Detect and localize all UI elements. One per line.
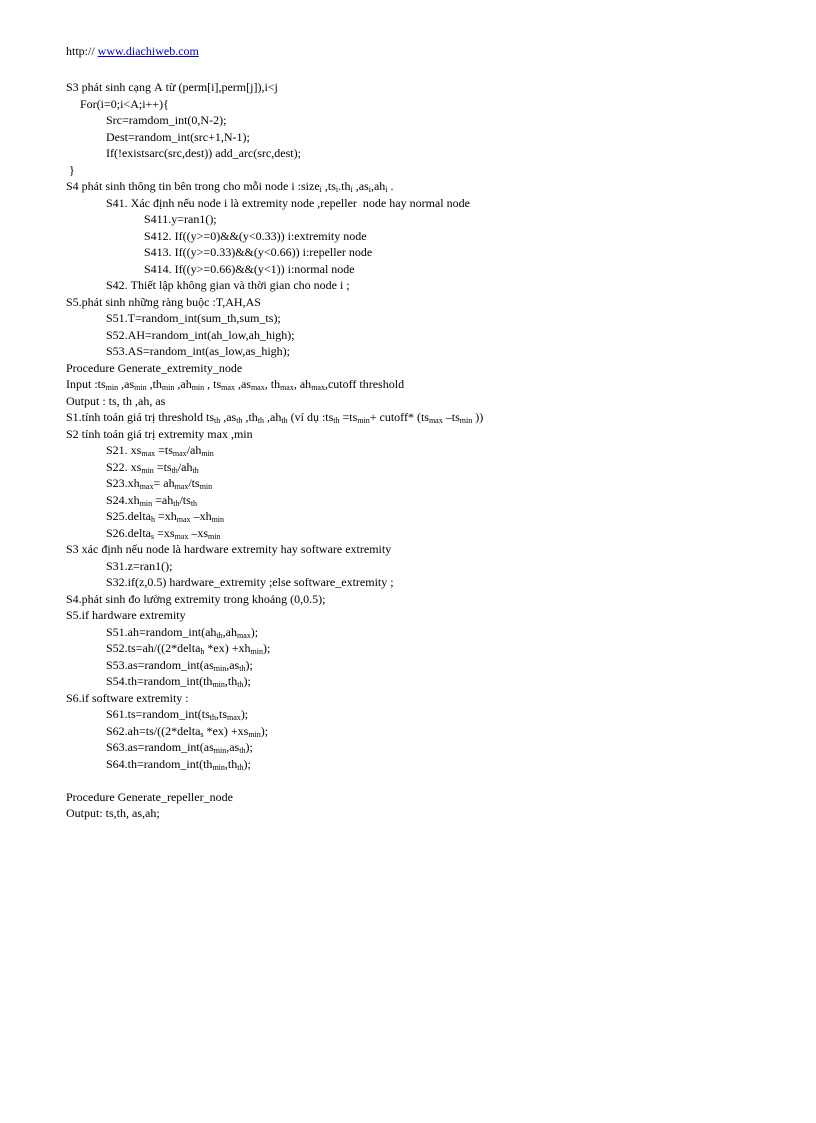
subscript: max xyxy=(176,515,191,524)
text-segment: S2 tính toán giá trị extremity max ,min xyxy=(66,426,253,441)
subscript: min xyxy=(134,383,147,392)
text-segment: ); xyxy=(250,624,259,639)
text-segment: For(i=0;i<A;i++){ xyxy=(80,96,169,111)
subscript: min xyxy=(212,680,225,689)
text-segment: S4.phát sinh đo lường extremity trong khoảng (0,0.5); xyxy=(66,591,326,606)
subscript: th xyxy=(239,746,246,755)
subscript: th xyxy=(237,680,244,689)
text-segment: S24.xh xyxy=(106,492,140,507)
subscript: th xyxy=(216,630,223,640)
text-line xyxy=(66,673,786,690)
text-segment: S51.T=random_int(sum_th,sum_ts); xyxy=(106,311,281,325)
subscript: th xyxy=(239,663,246,673)
text-segment: S22. xs xyxy=(106,459,142,474)
text-segment: S61.ts=random_int(ts xyxy=(106,707,210,721)
subscript: i xyxy=(368,185,371,194)
text-segment: =xh xyxy=(155,509,177,523)
text-line xyxy=(66,805,786,822)
subscript: th xyxy=(281,416,288,425)
text-segment: (ví dụ :ts xyxy=(287,410,334,424)
text-segment: ,as xyxy=(220,410,237,424)
text-segment: S53.as=random_int(as xyxy=(106,657,214,672)
text-segment: =ts xyxy=(153,459,172,474)
text-segment: /ts xyxy=(179,492,191,507)
subscript: min xyxy=(459,416,473,425)
subscript: max xyxy=(250,383,265,392)
subscript: th xyxy=(173,498,180,508)
text-line xyxy=(66,409,786,426)
text-line xyxy=(66,624,786,641)
text-segment: =ah xyxy=(152,492,174,507)
blank-line xyxy=(66,772,786,789)
text-segment: } xyxy=(66,162,75,177)
text-segment: *ex) +xh xyxy=(204,641,251,655)
text-segment: S411.y=ran1(); xyxy=(144,212,217,226)
text-line xyxy=(66,129,786,146)
text-segment: Input :ts xyxy=(66,377,106,391)
text-segment: S52.AH=random_int(ah_low,ah_high); xyxy=(106,327,295,342)
text-line xyxy=(66,228,786,245)
text-segment: Procedure Generate_repeller_node xyxy=(66,789,233,804)
text-segment: ,ah xyxy=(174,377,192,391)
text-line xyxy=(66,591,786,608)
text-segment: =ts xyxy=(155,443,173,457)
text-segment: S64.th=random_int(th xyxy=(106,756,213,771)
text-segment: S26.delta xyxy=(106,525,151,540)
website-link[interactable]: www.diachiweb.com xyxy=(97,44,199,58)
text-segment: ,ts xyxy=(216,707,228,721)
text-segment: , ts xyxy=(204,377,222,391)
text-line xyxy=(66,558,786,575)
text-segment: ); xyxy=(262,641,271,655)
text-segment: S21. xs xyxy=(106,443,142,457)
subscript: min xyxy=(211,515,225,524)
text-segment: )) xyxy=(472,410,484,424)
text-line xyxy=(66,475,786,492)
subscript: th xyxy=(257,416,265,425)
text-segment: Src=ramdom_int(0,N-2); xyxy=(106,113,227,127)
text-line xyxy=(66,343,786,360)
text-segment: ,ah xyxy=(264,410,282,424)
text-segment: S62.ah=ts/((2*delta xyxy=(106,723,201,738)
text-segment: S1.tính toán giá trị threshold ts xyxy=(66,410,214,424)
text-segment: Output: ts,th, as,ah; xyxy=(66,806,160,820)
subscript: i xyxy=(385,185,388,194)
text-line xyxy=(66,162,786,179)
text-segment: S32.if(z,0.5) hardware_extremity ;else software_extremity ; xyxy=(106,575,394,589)
subscript: max xyxy=(227,713,241,722)
text-line xyxy=(66,640,786,657)
text-segment: ); xyxy=(243,756,251,771)
subscript: i xyxy=(335,185,339,194)
subscript: min xyxy=(201,449,214,458)
text-line xyxy=(66,690,786,707)
subscript: max xyxy=(172,449,187,458)
text-segment: ,as xyxy=(118,377,135,391)
text-segment: ,th xyxy=(146,377,162,391)
text-segment: , th xyxy=(264,377,281,391)
subscript: min xyxy=(250,647,263,656)
text-line xyxy=(66,789,786,806)
text-line xyxy=(66,327,786,344)
text-segment: S25.delta xyxy=(106,509,151,523)
text-segment: S413. If((y>=0.33)&&(y<0.66)) i:repeller node xyxy=(144,245,373,259)
text-line xyxy=(66,739,786,756)
text-line xyxy=(66,112,786,129)
text-segment: S63.as=random_int(as xyxy=(106,740,214,754)
text-segment: /ts xyxy=(188,476,200,490)
text-line xyxy=(66,442,786,459)
text-segment: ,ah xyxy=(222,624,237,639)
text-line xyxy=(66,310,786,327)
subscript: min xyxy=(213,746,227,755)
text-segment: ,ah xyxy=(370,179,386,193)
text-segment: /ah xyxy=(177,459,193,474)
text-segment: ); xyxy=(245,657,253,672)
text-segment: S23.xh xyxy=(106,476,140,490)
text-line xyxy=(66,277,786,294)
text-line xyxy=(66,706,786,723)
url-prefix: http:// xyxy=(66,44,95,58)
subscript: max xyxy=(221,383,235,392)
text-segment: S51.ah=random_int(ah xyxy=(106,624,217,639)
text-segment: S412. If((y>=0)&&(y<0.33)) i:extremity node xyxy=(144,228,367,243)
subscript: i xyxy=(319,185,322,194)
subscript: max xyxy=(428,416,443,425)
subscript: th xyxy=(192,465,199,475)
text-segment: ,as xyxy=(352,179,369,193)
text-line xyxy=(66,261,786,278)
text-segment: = ah xyxy=(153,476,175,490)
text-segment: Dest=random_int(src+1,N-1); xyxy=(106,129,250,144)
text-segment: ,th xyxy=(224,674,238,688)
text-segment: ,as xyxy=(226,657,240,672)
subscript: th xyxy=(171,465,178,475)
subscript: th xyxy=(209,713,217,722)
text-segment: S54.th=random_int(th xyxy=(106,674,213,688)
text-segment: ,th xyxy=(224,756,238,771)
text-segment: S52.ts=ah/((2*delta xyxy=(106,641,201,655)
page-header xyxy=(66,44,199,59)
text-segment: ,as xyxy=(226,740,240,754)
text-segment: ); xyxy=(245,740,253,754)
subscript: max xyxy=(174,482,189,491)
subscript: min xyxy=(208,531,221,541)
text-segment: S42. Thiết lập không gian và thời gian cho node i ; xyxy=(106,278,350,292)
text-line xyxy=(66,376,786,393)
subscript: max xyxy=(236,630,251,640)
text-segment: ,cutoff threshold xyxy=(324,377,405,391)
text-segment: .th xyxy=(338,179,351,193)
text-segment: S31.z=ran1(); xyxy=(106,558,173,573)
text-line xyxy=(66,459,786,476)
text-segment: =ts xyxy=(339,410,358,424)
subscript: th xyxy=(190,498,198,508)
text-segment: –ts xyxy=(442,410,460,424)
text-segment: S6.if software extremity : xyxy=(66,690,189,705)
text-segment: If(!existsarc(src,dest)) add_arc(src,dest); xyxy=(106,146,301,160)
text-segment: S53.AS=random_int(as_low,as_high); xyxy=(106,344,290,358)
text-line xyxy=(66,723,786,740)
subscript: th xyxy=(237,762,244,772)
subscript: min xyxy=(212,762,225,772)
subscript: min xyxy=(191,383,205,392)
text-line xyxy=(66,657,786,674)
subscript: min xyxy=(248,729,261,739)
text-line xyxy=(66,195,786,212)
text-segment: =xs xyxy=(154,525,175,540)
subscript: i xyxy=(350,185,353,194)
text-line xyxy=(66,294,786,311)
subscript: min xyxy=(199,482,213,491)
text-line xyxy=(66,145,786,162)
subscript: max xyxy=(139,482,154,491)
text-segment: /ah xyxy=(186,443,202,457)
text-line xyxy=(66,360,786,377)
subscript: s xyxy=(151,531,155,541)
subscript: min xyxy=(213,663,227,673)
subscript: h xyxy=(200,647,205,656)
text-segment: ,as xyxy=(234,377,251,391)
document-body xyxy=(66,79,786,822)
text-segment: *ex) +xs xyxy=(203,723,249,738)
text-line xyxy=(66,79,786,96)
text-segment: Procedure Generate_extremity_node xyxy=(66,360,243,375)
text-line xyxy=(66,508,786,525)
subscript: max xyxy=(280,383,294,392)
text-segment: ); xyxy=(243,674,251,688)
text-segment: , ah xyxy=(293,377,312,391)
text-line xyxy=(66,393,786,410)
subscript: s xyxy=(200,729,204,739)
text-line xyxy=(66,492,786,509)
text-line xyxy=(66,244,786,261)
text-line xyxy=(66,607,786,624)
subscript: min xyxy=(139,498,153,508)
text-line xyxy=(66,426,786,443)
text-segment: Output : ts, th ,ah, as xyxy=(66,393,166,408)
text-segment: ); xyxy=(260,723,269,738)
text-line xyxy=(66,211,786,228)
subscript: th xyxy=(333,416,340,425)
text-line xyxy=(66,574,786,591)
text-segment: ,ts xyxy=(321,179,336,193)
text-segment: S5.if hardware extremity xyxy=(66,608,186,622)
subscript: min xyxy=(161,383,175,392)
text-line xyxy=(66,96,786,113)
subscript: h xyxy=(151,515,155,524)
subscript: th xyxy=(236,416,243,425)
subscript: max xyxy=(141,449,156,458)
text-line xyxy=(66,525,786,542)
subscript: min xyxy=(357,416,370,425)
subscript: max xyxy=(311,383,325,392)
text-line xyxy=(66,541,786,558)
text-segment: –xs xyxy=(188,525,209,540)
text-segment: S4 phát sinh thông tin bên trong cho mỗi node i :size xyxy=(66,179,320,193)
text-segment: S3 phát sinh cạng A từ (perm[i],perm[j]),i<j xyxy=(66,80,278,94)
text-segment: S3 xác định nếu node là hardware extremity hay software extremity xyxy=(66,542,392,556)
text-segment: –xh xyxy=(190,509,212,523)
text-segment: ); xyxy=(240,707,249,721)
text-segment: S414. If((y>=0.66)&&(y<1)) i:normal node xyxy=(144,261,355,276)
text-line xyxy=(66,756,786,773)
text-segment: S41. Xác định nếu node i là extremity node ,repeller node hay normal node xyxy=(106,195,470,210)
text-segment: ,th xyxy=(242,410,258,424)
text-line xyxy=(66,178,786,195)
subscript: min xyxy=(105,383,119,392)
subscript: max xyxy=(174,531,189,541)
subscript: min xyxy=(141,465,154,475)
text-segment: . xyxy=(387,179,394,193)
text-segment: + cutoff* (ts xyxy=(369,410,429,424)
subscript: th xyxy=(214,416,221,425)
text-segment: S5.phát sinh những ràng buộc :T,AH,AS xyxy=(66,294,261,309)
